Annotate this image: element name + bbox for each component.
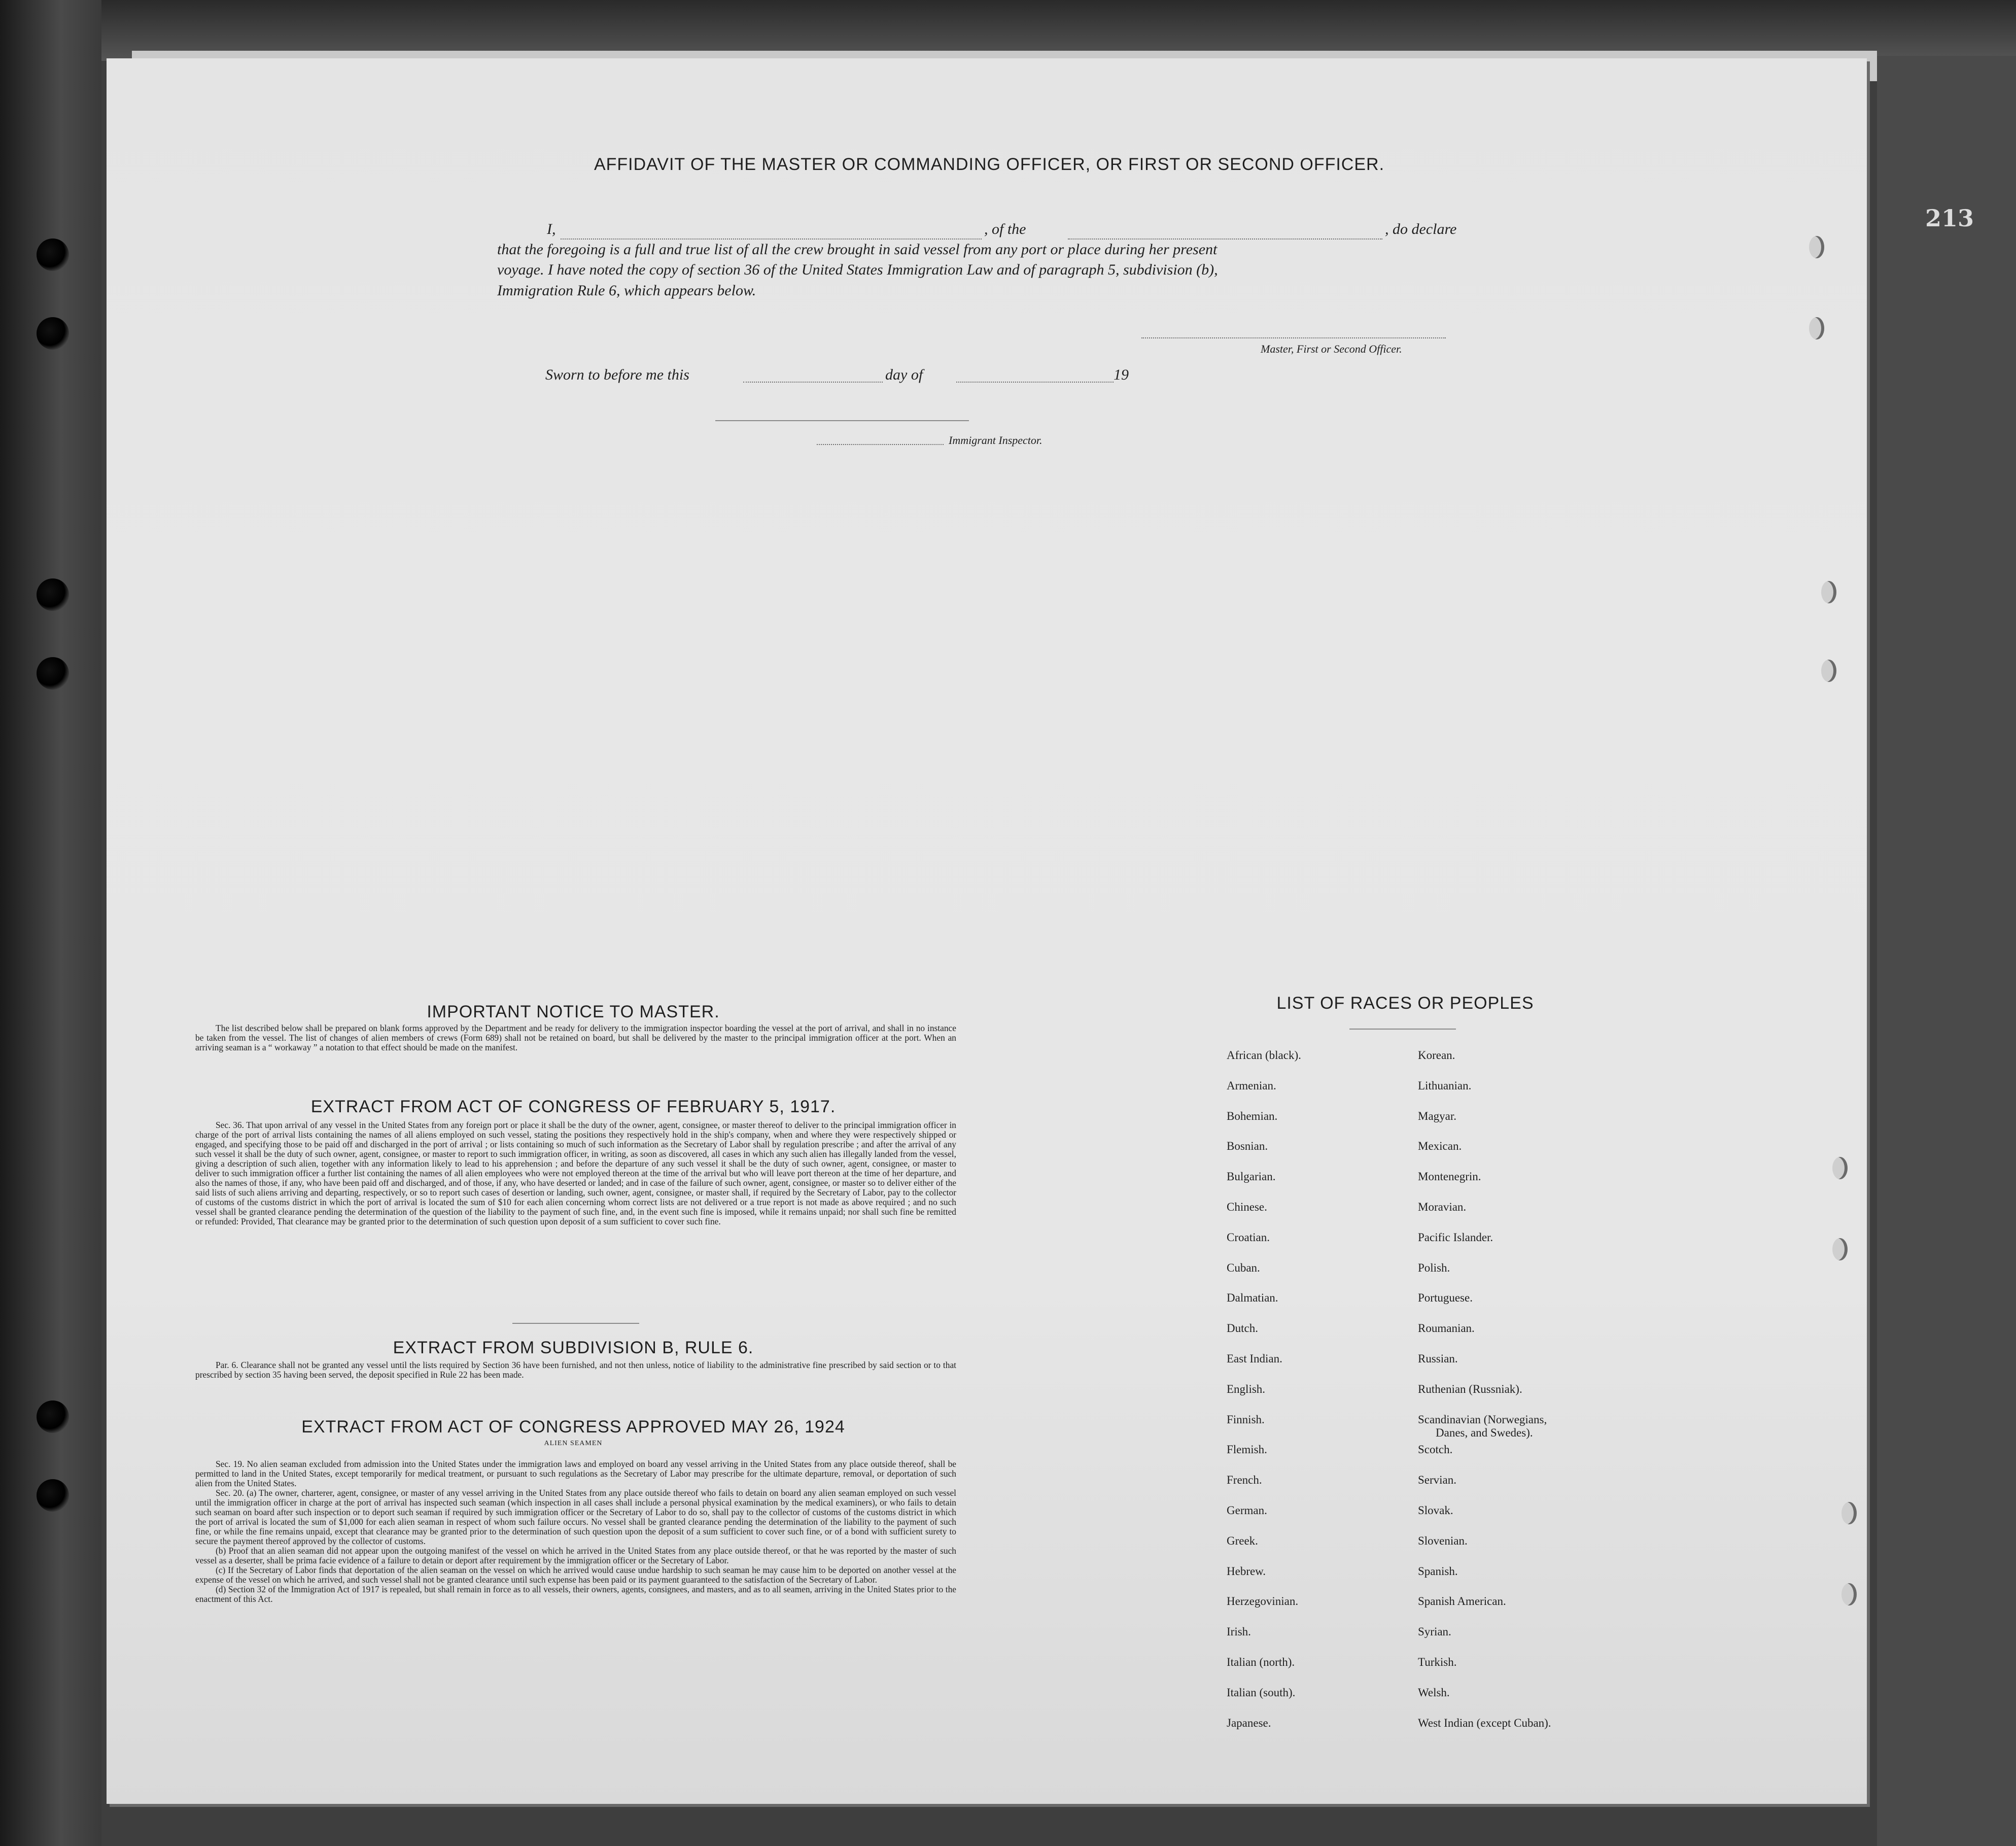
race-item: Magyar. (1418, 1109, 1457, 1122)
race-item: French. (1227, 1474, 1262, 1487)
race-item: Flemish. (1227, 1443, 1267, 1456)
punch-hole-icon (1821, 660, 1836, 682)
binder-hole-icon (37, 238, 69, 271)
subdivision-paragraph: Par. 6. Clearance shall not be granted any vessel until the lists required by Section 36 have been furnished, and not then unless, notice of liability to the administrative fine prescribed by said section or to that prescribed by section 35 having been served, the deposit specified in Rule 22 has been made. (195, 1360, 956, 1380)
notice-title: IMPORTANT NOTICE TO MASTER. (427, 1002, 720, 1021)
race-item: English. (1227, 1382, 1266, 1395)
act-1924-sec20b: (b) Proof that an alien seaman did not appear upon the outgoing manifest of the vessel on which he arrived in the United States from any place outside thereof, or that he was reported by the master of such vessel as a deserter, shall be prima facie evidence of a failure to detain or deport after requirement by the immigration officer or the Secretary of Labor. (195, 1546, 956, 1565)
race-item: Dutch. (1227, 1322, 1258, 1335)
race-item: East Indian. (1227, 1352, 1282, 1365)
race-item: Scandinavian (Norwegians, (1418, 1413, 1547, 1426)
subdivision-title: EXTRACT FROM SUBDIVISION B, RULE 6. (393, 1338, 754, 1357)
race-item: Bosnian. (1227, 1140, 1268, 1153)
race-item: Syrian. (1418, 1625, 1451, 1638)
race-item: Japanese. (1227, 1716, 1271, 1729)
race-item: Italian (south). (1227, 1686, 1296, 1699)
name-blank-line (561, 238, 982, 240)
binder-hole-icon (37, 578, 69, 611)
race-item: Finnish. (1227, 1413, 1265, 1426)
day-of-text: day of (885, 366, 923, 383)
race-item: Welsh. (1418, 1686, 1450, 1699)
act-1924-sec19: Sec. 19. No alien seaman excluded from admission into the United States under the immigration laws and employed on board any vessel arriving in the United States from any place outside thereof, shall be permitted to land in the United States, except temporarily for medical treatment, or pursuant to such regulations as the Secretary of Labor may prescribe for the ultimate departure, removal, or deportation of such alien from the United States. (195, 1459, 956, 1488)
affidavit-title: AFFIDAVIT OF THE MASTER OR COMMANDING OFFICER, OR FIRST OR SECOND OFFICER. (594, 155, 1385, 174)
races-title-underline (1349, 1029, 1456, 1030)
inspector-signature-line (715, 420, 969, 421)
punch-hole-icon (1841, 1502, 1857, 1524)
inspector-caption: Immigrant Inspector. (949, 434, 1042, 447)
race-item: Scotch. (1418, 1443, 1453, 1456)
race-item: Korean. (1418, 1049, 1455, 1062)
affidavit-line-4: Immigration Rule 6, which appears below. (497, 282, 756, 299)
act-1917-title: EXTRACT FROM ACT OF CONGRESS OF FEBRUARY 5, 1917. (310, 1097, 836, 1116)
act-1917-paragraph: Sec. 36. That upon arrival of any vessel in the United States from any foreign port or place it shall be the duty of the owner, agent, consignee, or master thereof to deliver to the principal immigration officer in charge of the port of arrival lists containing the names of all aliens employed on such vessel, stating the positions they respectively hold in the ship's company, when and where they were respectively shipped or engaged, and specifying those to be paid off and discharged in the port of arrival ; or lists containing so much of such information as the Secretary of Labor shall by regulation prescribe ; and after the arrival of any such vessel it shall be the duty of such owner, agent, consignee, or master to report to such immigration officer, in writing, as soon as discovered, all cases in which any such alien has illegally landed from the vessel, giving a description of such alien, together with any information likely to lead to his apprehension ; and before the departure of any such vessel it shall be the duty of such owner, agent, consignee, or master to deliver to such immigration officer a further list containing the names of all alien employees who were not employed thereon at the time of the arrival but who will leave port thereon at the time of her departure, and also the names of those, if any, who have been paid off and discharged, and of those, if any, who have deserted or landed; and in case of the failure of such owner, agent, consignee, or master so to deliver either of the said lists of such aliens arriving and departing, respectively, or so to report such cases of desertion or landing, such owner, agent, consignee, or master shall, if required by the Secretary of Labor, pay to the collector of customs of the customs district in which the port of arrival is located the sum of $10 for each alien concerning whom correct lists are not delivered or a true report is not made as above required ; and no such vessel shall be granted clearance pending the determination of the question of the liability to the payment of such fine, and, in the event such fine is imposed, while it remains unpaid; nor shall such fine be remitted or refunded: Provided, That clearance may be granted prior to the determination of such question upon deposit of a sum sufficient to cover such fine. (195, 1120, 956, 1226)
race-item: Lithuanian. (1418, 1079, 1472, 1092)
binder-hole-icon (37, 657, 69, 690)
race-item: Mexican. (1418, 1140, 1462, 1153)
act-1924-subtitle: ALIEN SEAMEN (544, 1440, 603, 1447)
race-item: Moravian. (1418, 1201, 1467, 1213)
race-item: Croatian. (1227, 1230, 1270, 1244)
race-item: Irish. (1227, 1625, 1251, 1638)
binder-hole-icon (37, 1400, 69, 1433)
affidavit-line-2: that the foregoing is a full and true list of all the crew brought in said vessel from any port or place during her present (497, 241, 1218, 258)
affidavit-do-declare: , do declare (1385, 221, 1457, 237)
affidavit-line-3: voyage. I have noted the copy of section 36 of the United States Immigration Law and of paragraph 5, subdivision (b), (497, 261, 1218, 278)
act-1924-sec20a: Sec. 20. (a) The owner, charterer, agent, consignee, or master of any vessel arriving in the United States from any place outside thereof who fails to detain on board any alien seaman employed on such vessel until the immigration officer in charge at the port of arrival has inspected such seaman (which inspection in all cases shall include a personal physical examination by the medical examiners), or who fails to detain such seaman on board after such inspection or to deport such seaman if required by such immigration officer or the Secretary of Labor to do so, shall pay to the collector of customs of the customs district in which the port of arrival is located the sum of $1,000 for each alien seaman in respect of whom such failure occurs. No vessel shall be granted clearance pending the determination of the liability to the payment of such fine, or while the fine remains unpaid, except that clearance may be granted prior to the determination of such question upon the deposit of a sum sufficient to cover such fine, or of a bond with sufficient surety to secure the payment thereof approved by the collector of customs. (195, 1488, 956, 1546)
master-signature-line (1141, 337, 1446, 338)
race-item: African (black). (1227, 1049, 1301, 1062)
vessel-blank-line (1068, 238, 1382, 240)
race-item: Ruthenian (Russniak). (1418, 1382, 1522, 1395)
race-item: Bohemian. (1227, 1109, 1278, 1122)
inspector-line (817, 444, 944, 445)
section-divider (512, 1323, 639, 1324)
punch-hole-icon (1809, 236, 1824, 258)
race-item: Polish. (1418, 1261, 1450, 1274)
race-item: Spanish American. (1418, 1595, 1506, 1608)
race-item: Slovak. (1418, 1504, 1453, 1517)
page-number: 213 (1925, 204, 1974, 232)
race-item: Cuban. (1227, 1261, 1260, 1274)
race-item: Herzegovinian. (1227, 1595, 1299, 1608)
races-title: LIST OF RACES OR PEOPLES (1276, 994, 1534, 1013)
affidavit-i: I, (547, 221, 556, 237)
punch-hole-icon (1821, 581, 1836, 603)
punch-hole-icon (1832, 1238, 1848, 1260)
race-item: Armenian. (1227, 1079, 1276, 1092)
punch-hole-icon (1809, 317, 1824, 339)
scan-edge-left (0, 0, 101, 1846)
race-item: Montenegrin. (1418, 1170, 1481, 1183)
race-item: Italian (north). (1227, 1656, 1295, 1668)
race-item: Turkish. (1418, 1656, 1457, 1668)
punch-hole-icon (1832, 1157, 1848, 1179)
sworn-text: Sworn to before me this (545, 366, 689, 383)
race-item: Danes, and Swedes). (1436, 1426, 1533, 1439)
race-item: Servian. (1418, 1474, 1457, 1487)
year-text: 19 (1114, 366, 1129, 383)
act-1917-text (195, 1120, 956, 1226)
scan-edge-right (1877, 56, 2016, 1846)
act-1924-sec20c: (c) If the Secretary of Labor finds that deportation of the alien seaman on the vessel on which he arrived would cause undue hardship to such seaman he may cause him to be deported on another vessel at the expense of the vessel on which he arrived, and such vessel shall not be granted clearance until such expense has been paid or its payment guaranteed to the satisfaction of the Secretary of Labor. (195, 1565, 956, 1585)
notice-paragraph: The list described below shall be prepared on blank forms approved by the Department and be ready for delivery to the immigration inspector boarding the vessel at the port of arrival, and shall in no instance be taken from the vessel. The list of changes of alien members of crews (Form 689) shall not be retained on board, but shall be delivered by the master to the principal immigration officer at the port. When an arriving seaman is a “ workaway ” a notation to that effect should be made on the manifest. (195, 1023, 956, 1052)
punch-hole-icon (1841, 1583, 1857, 1605)
master-caption: Master, First or Second Officer. (1261, 343, 1402, 355)
race-item: Roumanian. (1418, 1322, 1475, 1335)
race-item: West Indian (except Cuban). (1418, 1716, 1551, 1729)
race-item: Chinese. (1227, 1201, 1267, 1213)
act-1924-title: EXTRACT FROM ACT OF CONGRESS APPROVED MAY 26, 1924 (301, 1417, 845, 1437)
race-item: Portuguese. (1418, 1291, 1473, 1305)
binder-hole-icon (37, 1479, 69, 1512)
subdivision-text (195, 1360, 956, 1380)
sworn-day-line (743, 382, 883, 383)
race-item: Bulgarian. (1227, 1170, 1276, 1183)
race-item: Spanish. (1418, 1564, 1458, 1578)
race-item: Hebrew. (1227, 1564, 1266, 1578)
race-item: Dalmatian. (1227, 1291, 1278, 1305)
binder-hole-icon (37, 317, 69, 350)
race-item: Russian. (1418, 1352, 1458, 1365)
act-1924-text (195, 1459, 956, 1604)
race-item: Pacific Islander. (1418, 1230, 1493, 1244)
act-1924-sec20d: (d) Section 32 of the Immigration Act of 1917 is repealed, but shall remain in force as to all vessels, their owners, agents, consignees, and masters, and as to all seamen, arriving in the United States prior to the enactment of this Act. (195, 1584, 956, 1604)
race-item: Greek. (1227, 1534, 1258, 1547)
race-item: Slovenian. (1418, 1534, 1468, 1547)
sworn-month-line (956, 382, 1114, 383)
race-item: German. (1227, 1504, 1267, 1517)
notice-text (195, 1023, 956, 1052)
affidavit-of-the: , of the (984, 221, 1026, 237)
